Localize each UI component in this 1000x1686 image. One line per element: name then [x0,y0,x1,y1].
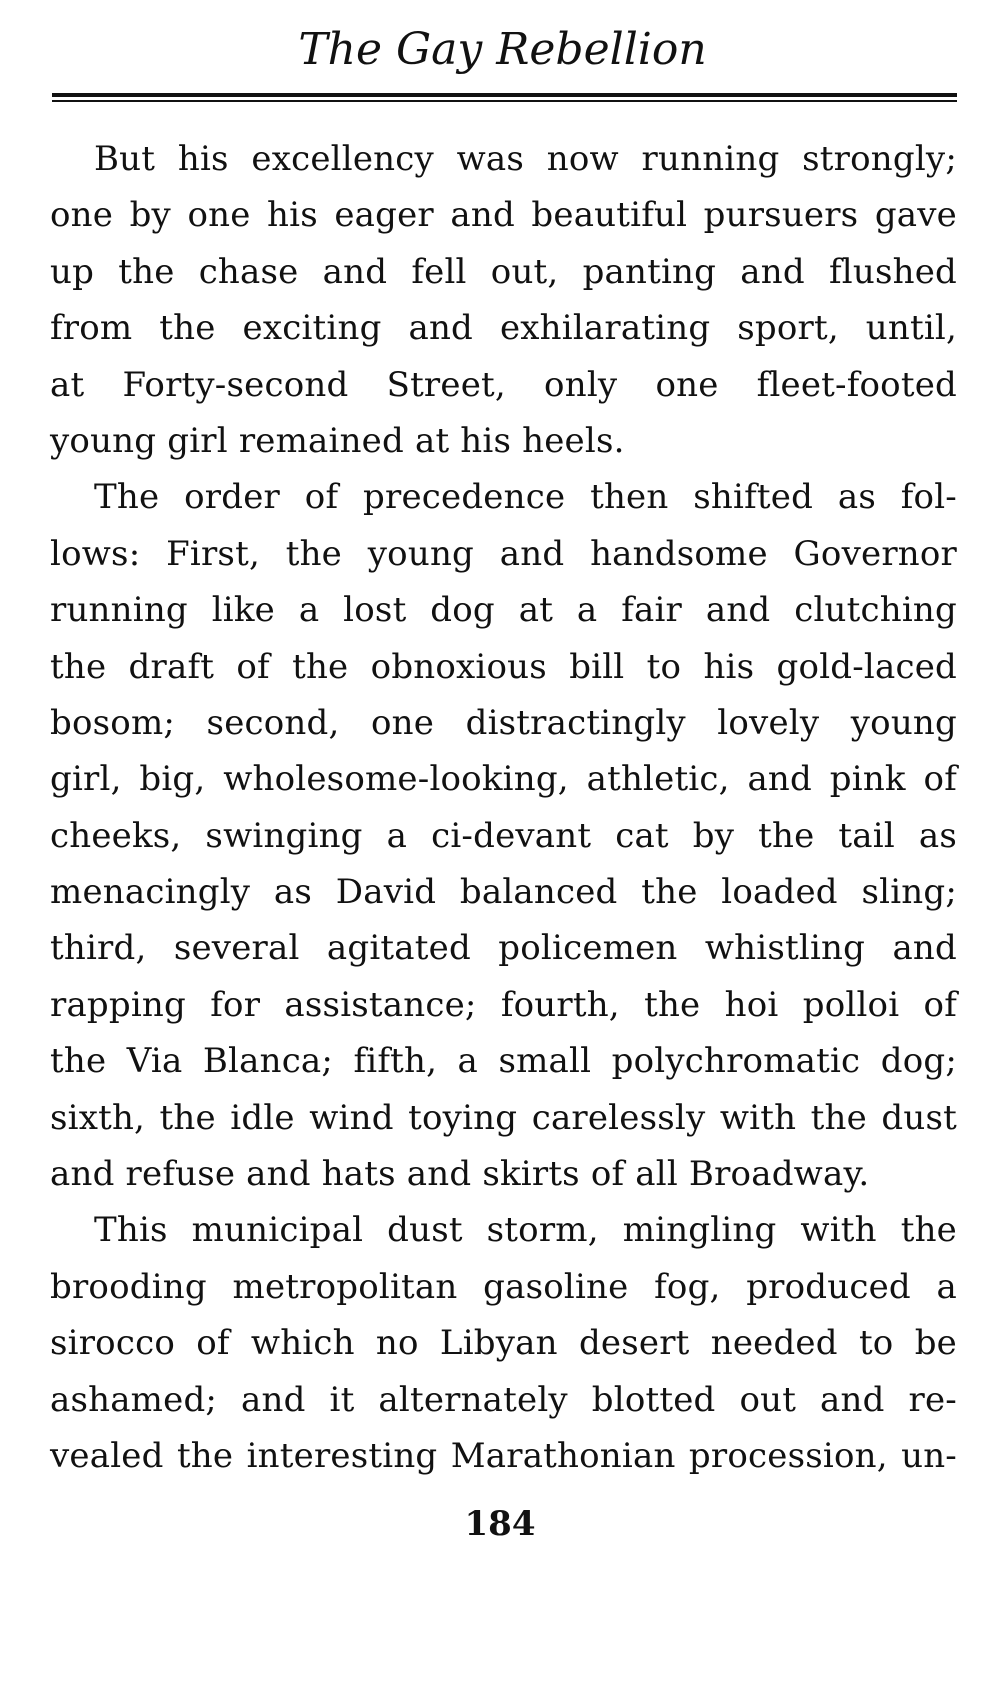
text-line: one by one his eager and beautiful pursuers gave [50,195,957,236]
text-line: bosom; second, one distractingly lovely young [50,702,957,743]
text-line: running like a lost dog at a fair and clutching [50,590,957,631]
header-rule-thin [52,100,957,102]
text-line: third, several agitated policemen whistling and [50,928,957,969]
page-number: 184 [464,1504,536,1544]
text-line: young girl remained at his heels. [50,420,625,461]
text-line: rapping for assistance; fourth, the hoi polloi of [50,984,957,1025]
text-line: But his excellency was now running strongly; [94,139,957,179]
text-line: at Forty-second Street, only one fleet-footed [50,364,957,405]
text-line: menacingly as David balanced the loaded sling; [50,872,957,913]
text-line: from the exciting and exhilarating sport, until, [50,308,957,349]
text-line: sirocco of which no Libyan desert needed to be [50,1323,957,1364]
text-line: the draft of the obnoxious bill to his gold-laced [50,646,957,687]
text-line: vealed the interesting Marathonian procession, un- [50,1435,957,1476]
text-line: ashamed; and it alternately blotted out and re- [50,1379,957,1420]
text-line: brooding metropolitan gasoline fog, produced a [50,1266,957,1307]
text-line: sixth, the idle wind toying carelessly with the dust [50,1097,957,1138]
text-line: and refuse and hats and skirts of all Broadway. [50,1154,870,1195]
running-head-title: The Gay Rebellion [298,24,707,75]
header-rule-thick [52,93,957,97]
text-line: The order of precedence then shifted as fol- [94,477,957,518]
text-line: up the chase and fell out, panting and flushed [50,251,957,292]
body-text [50,131,957,1484]
text-line: This municipal dust storm, mingling with the [94,1210,957,1251]
text-line: girl, big, wholesome-looking, athletic, and pink of [50,759,957,800]
text-line: cheeks, swinging a ci-devant cat by the tail as [50,815,957,856]
text-line: the Via Blanca; fifth, a small polychromatic dog; [50,1041,957,1082]
text-line: lows: First, the young and handsome Governor [50,533,957,574]
